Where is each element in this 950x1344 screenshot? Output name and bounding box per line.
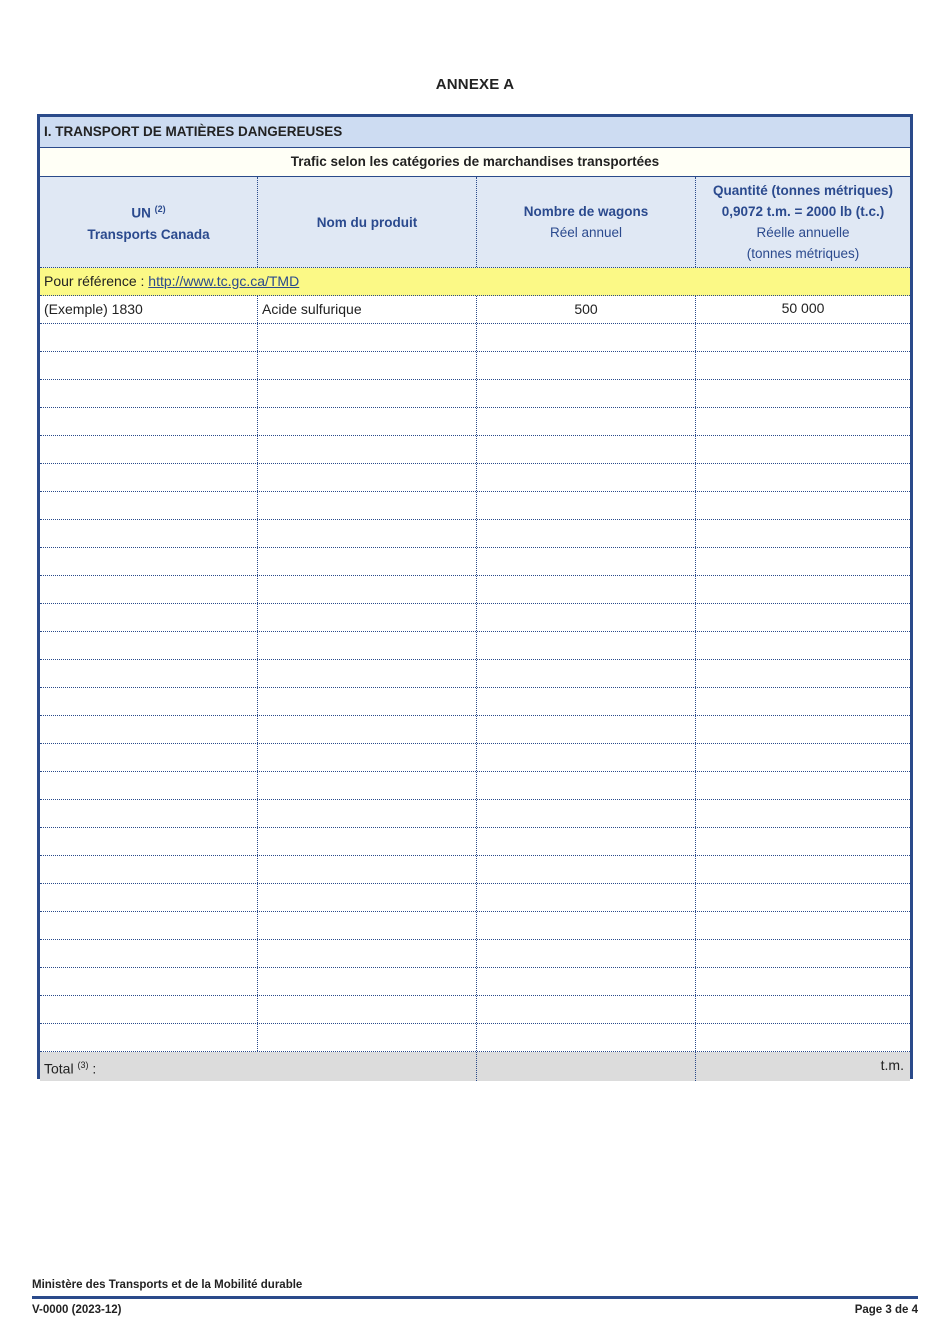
- wagons-input-cell[interactable]: [477, 604, 696, 631]
- table-row: [40, 884, 910, 912]
- wagons-input-cell[interactable]: [477, 660, 696, 687]
- quantity-input-cell[interactable]: [696, 660, 910, 687]
- total-row: [40, 1052, 910, 1081]
- quantity-input-cell[interactable]: [696, 912, 910, 939]
- table-row: [40, 744, 910, 772]
- example-un-cell[interactable]: (Exemple) 1830: [40, 296, 258, 323]
- wagons-label: Nombre de wagons: [523, 204, 649, 219]
- quantity-input-cell[interactable]: [696, 1024, 910, 1051]
- product-input-cell[interactable]: [258, 856, 477, 883]
- entry-rows: [40, 324, 910, 1052]
- table-row: [40, 520, 910, 548]
- table-row: [40, 492, 910, 520]
- example-product-cell[interactable]: Acide sulfurique: [258, 296, 477, 323]
- un-input-cell[interactable]: [40, 688, 258, 715]
- product-input-cell[interactable]: [258, 548, 477, 575]
- wagons-input-cell[interactable]: [477, 856, 696, 883]
- un-input-cell[interactable]: [40, 436, 258, 463]
- wagons-input-cell[interactable]: [477, 968, 696, 995]
- column-header-quantity: [696, 177, 910, 267]
- quantity-input-cell[interactable]: [696, 604, 910, 631]
- total-footnote-ref: (3): [77, 1060, 89, 1070]
- reference-label: Pour référence :: [44, 273, 149, 289]
- wagons-input-cell[interactable]: [477, 324, 696, 351]
- un-input-cell[interactable]: [40, 716, 258, 743]
- quantity-input-cell[interactable]: [696, 744, 910, 771]
- wagons-input-cell[interactable]: [477, 632, 696, 659]
- reference-link[interactable]: http://www.tc.gc.ca/TMD: [148, 273, 300, 289]
- product-label: Nom du produit: [316, 214, 418, 230]
- un-input-cell[interactable]: [40, 828, 258, 855]
- wagons-input-cell[interactable]: [477, 492, 696, 519]
- un-input-cell[interactable]: [40, 464, 258, 491]
- un-input-cell[interactable]: [40, 856, 258, 883]
- wagons-input-cell[interactable]: [477, 352, 696, 379]
- wagons-input-cell[interactable]: [477, 940, 696, 967]
- quantity-input-cell[interactable]: [696, 856, 910, 883]
- wagons-input-cell[interactable]: [477, 996, 696, 1023]
- un-footnote-ref: (2): [154, 204, 166, 215]
- wagons-input-cell[interactable]: [477, 520, 696, 547]
- quantity-input-cell[interactable]: [696, 492, 910, 519]
- quantity-input-cell[interactable]: [696, 968, 910, 995]
- total-label: [40, 1052, 477, 1081]
- table-row: [40, 996, 910, 1024]
- un-input-cell[interactable]: [40, 352, 258, 379]
- product-input-cell[interactable]: [258, 576, 477, 603]
- footer-form-code: V-0000 (2023-12): [32, 1304, 122, 1316]
- product-input-cell[interactable]: [258, 1024, 477, 1051]
- un-input-cell[interactable]: [40, 520, 258, 547]
- quantity-input-cell[interactable]: [696, 828, 910, 855]
- un-input-cell[interactable]: [40, 800, 258, 827]
- column-headers: [40, 177, 910, 268]
- table-row: [40, 968, 910, 996]
- example-row: [40, 296, 910, 324]
- quantity-input-cell[interactable]: [696, 548, 910, 575]
- table-row: [40, 912, 910, 940]
- quantity-sublabel: Réelle annuelle: [756, 225, 850, 240]
- column-header-wagons: [477, 177, 696, 267]
- quantity-unit-label: (tonnes métriques): [746, 246, 860, 261]
- product-input-cell[interactable]: [258, 660, 477, 687]
- wagons-input-cell[interactable]: [477, 828, 696, 855]
- quantity-input-cell[interactable]: [696, 940, 910, 967]
- un-input-cell[interactable]: [40, 996, 258, 1023]
- un-input-cell[interactable]: [40, 744, 258, 771]
- wagons-input-cell[interactable]: [477, 1024, 696, 1051]
- footer-ministry: Ministère des Transports et de la Mobilité durable: [32, 1279, 303, 1291]
- product-input-cell[interactable]: [258, 772, 477, 799]
- product-input-cell[interactable]: [258, 912, 477, 939]
- product-input-cell[interactable]: [258, 352, 477, 379]
- product-input-cell[interactable]: [258, 940, 477, 967]
- table-row: [40, 1024, 910, 1052]
- wagons-input-cell[interactable]: [477, 576, 696, 603]
- wagons-input-cell[interactable]: [477, 408, 696, 435]
- total-text: Total: [44, 1060, 74, 1077]
- table-row: [40, 716, 910, 744]
- quantity-input-cell[interactable]: [696, 324, 910, 351]
- quantity-input-cell[interactable]: [696, 464, 910, 491]
- product-input-cell[interactable]: [258, 436, 477, 463]
- un-input-cell[interactable]: [40, 632, 258, 659]
- un-input-cell[interactable]: [40, 576, 258, 603]
- un-input-cell[interactable]: [40, 940, 258, 967]
- product-input-cell[interactable]: [258, 800, 477, 827]
- footer-page-number: Page 3 de 4: [854, 1304, 918, 1316]
- quantity-input-cell[interactable]: [696, 688, 910, 715]
- un-sublabel: Transports Canada: [87, 226, 210, 242]
- un-input-cell[interactable]: [40, 912, 258, 939]
- table-subtitle: Trafic selon les catégories de marchandises transportées: [40, 148, 910, 177]
- un-input-cell[interactable]: [40, 1024, 258, 1051]
- table-row: [40, 940, 910, 968]
- product-input-cell[interactable]: [258, 492, 477, 519]
- quantity-conversion: 0,9072 t.m. = 2000 lb (t.c.): [721, 204, 885, 219]
- quantity-input-cell[interactable]: [696, 520, 910, 547]
- un-input-cell[interactable]: [40, 604, 258, 631]
- product-input-cell[interactable]: [258, 324, 477, 351]
- table-row: [40, 352, 910, 380]
- total-colon: :: [88, 1060, 97, 1077]
- table-row: [40, 800, 910, 828]
- quantity-input-cell[interactable]: [696, 772, 910, 799]
- product-input-cell[interactable]: [258, 604, 477, 631]
- quantity-input-cell[interactable]: [696, 380, 910, 407]
- quantity-input-cell[interactable]: [696, 352, 910, 379]
- wagons-input-cell[interactable]: [477, 464, 696, 491]
- example-wagons-cell[interactable]: 500: [477, 296, 696, 323]
- quantity-label: Quantité (tonnes métriques): [712, 183, 893, 198]
- wagons-input-cell[interactable]: [477, 716, 696, 743]
- quantity-input-cell[interactable]: [696, 716, 910, 743]
- section-title: I. TRANSPORT DE MATIÈRES DANGEREUSES: [40, 117, 910, 148]
- table-row: [40, 828, 910, 856]
- quantity-input-cell[interactable]: [696, 408, 910, 435]
- wagons-input-cell[interactable]: [477, 884, 696, 911]
- un-label: UN: [131, 205, 151, 221]
- table-row: [40, 436, 910, 464]
- product-input-cell[interactable]: [258, 688, 477, 715]
- un-input-cell[interactable]: [40, 660, 258, 687]
- product-input-cell[interactable]: [258, 408, 477, 435]
- total-quantity-cell[interactable]: t.m.: [880, 1057, 904, 1073]
- table-row: [40, 604, 910, 632]
- un-input-cell[interactable]: [40, 380, 258, 407]
- product-input-cell[interactable]: [258, 744, 477, 771]
- wagons-input-cell[interactable]: [477, 380, 696, 407]
- wagons-input-cell[interactable]: [477, 772, 696, 799]
- wagons-input-cell[interactable]: [477, 744, 696, 771]
- wagons-input-cell[interactable]: [477, 688, 696, 715]
- product-input-cell[interactable]: [258, 632, 477, 659]
- dangerous-goods-form: [37, 114, 913, 1079]
- quantity-input-cell[interactable]: [696, 996, 910, 1023]
- quantity-input-cell[interactable]: [696, 576, 910, 603]
- wagons-sublabel: Réel annuel: [549, 225, 623, 240]
- footer-divider: [32, 1296, 918, 1299]
- column-header-un: [40, 177, 258, 267]
- table-row: [40, 464, 910, 492]
- total-wagons-cell[interactable]: [477, 1052, 696, 1081]
- product-input-cell[interactable]: [258, 716, 477, 743]
- product-input-cell[interactable]: [258, 464, 477, 491]
- table-row: [40, 576, 910, 604]
- product-input-cell[interactable]: [258, 996, 477, 1023]
- un-input-cell[interactable]: [40, 324, 258, 351]
- un-input-cell[interactable]: [40, 492, 258, 519]
- table-row: [40, 688, 910, 716]
- table-row: [40, 856, 910, 884]
- product-input-cell[interactable]: [258, 380, 477, 407]
- table-row: [40, 324, 910, 352]
- reference-row: [40, 268, 910, 296]
- product-input-cell[interactable]: [258, 828, 477, 855]
- product-input-cell[interactable]: [258, 884, 477, 911]
- column-header-product: [258, 177, 477, 267]
- un-input-cell[interactable]: [40, 772, 258, 799]
- table-row: [40, 772, 910, 800]
- un-input-cell[interactable]: [40, 548, 258, 575]
- annex-title: ANNEXE A: [435, 76, 515, 93]
- product-input-cell[interactable]: [258, 520, 477, 547]
- wagons-input-cell[interactable]: [477, 912, 696, 939]
- wagons-input-cell[interactable]: [477, 548, 696, 575]
- un-input-cell[interactable]: [40, 968, 258, 995]
- table-row: [40, 380, 910, 408]
- table-row: [40, 660, 910, 688]
- example-quantity-cell[interactable]: 50 000: [781, 300, 825, 316]
- quantity-input-cell[interactable]: [696, 800, 910, 827]
- table-row: [40, 632, 910, 660]
- table-row: [40, 548, 910, 576]
- wagons-input-cell[interactable]: [477, 436, 696, 463]
- un-input-cell[interactable]: [40, 884, 258, 911]
- un-input-cell[interactable]: [40, 408, 258, 435]
- wagons-input-cell[interactable]: [477, 800, 696, 827]
- product-input-cell[interactable]: [258, 968, 477, 995]
- quantity-input-cell[interactable]: [696, 884, 910, 911]
- table-row: [40, 408, 910, 436]
- quantity-input-cell[interactable]: [696, 632, 910, 659]
- quantity-input-cell[interactable]: [696, 436, 910, 463]
